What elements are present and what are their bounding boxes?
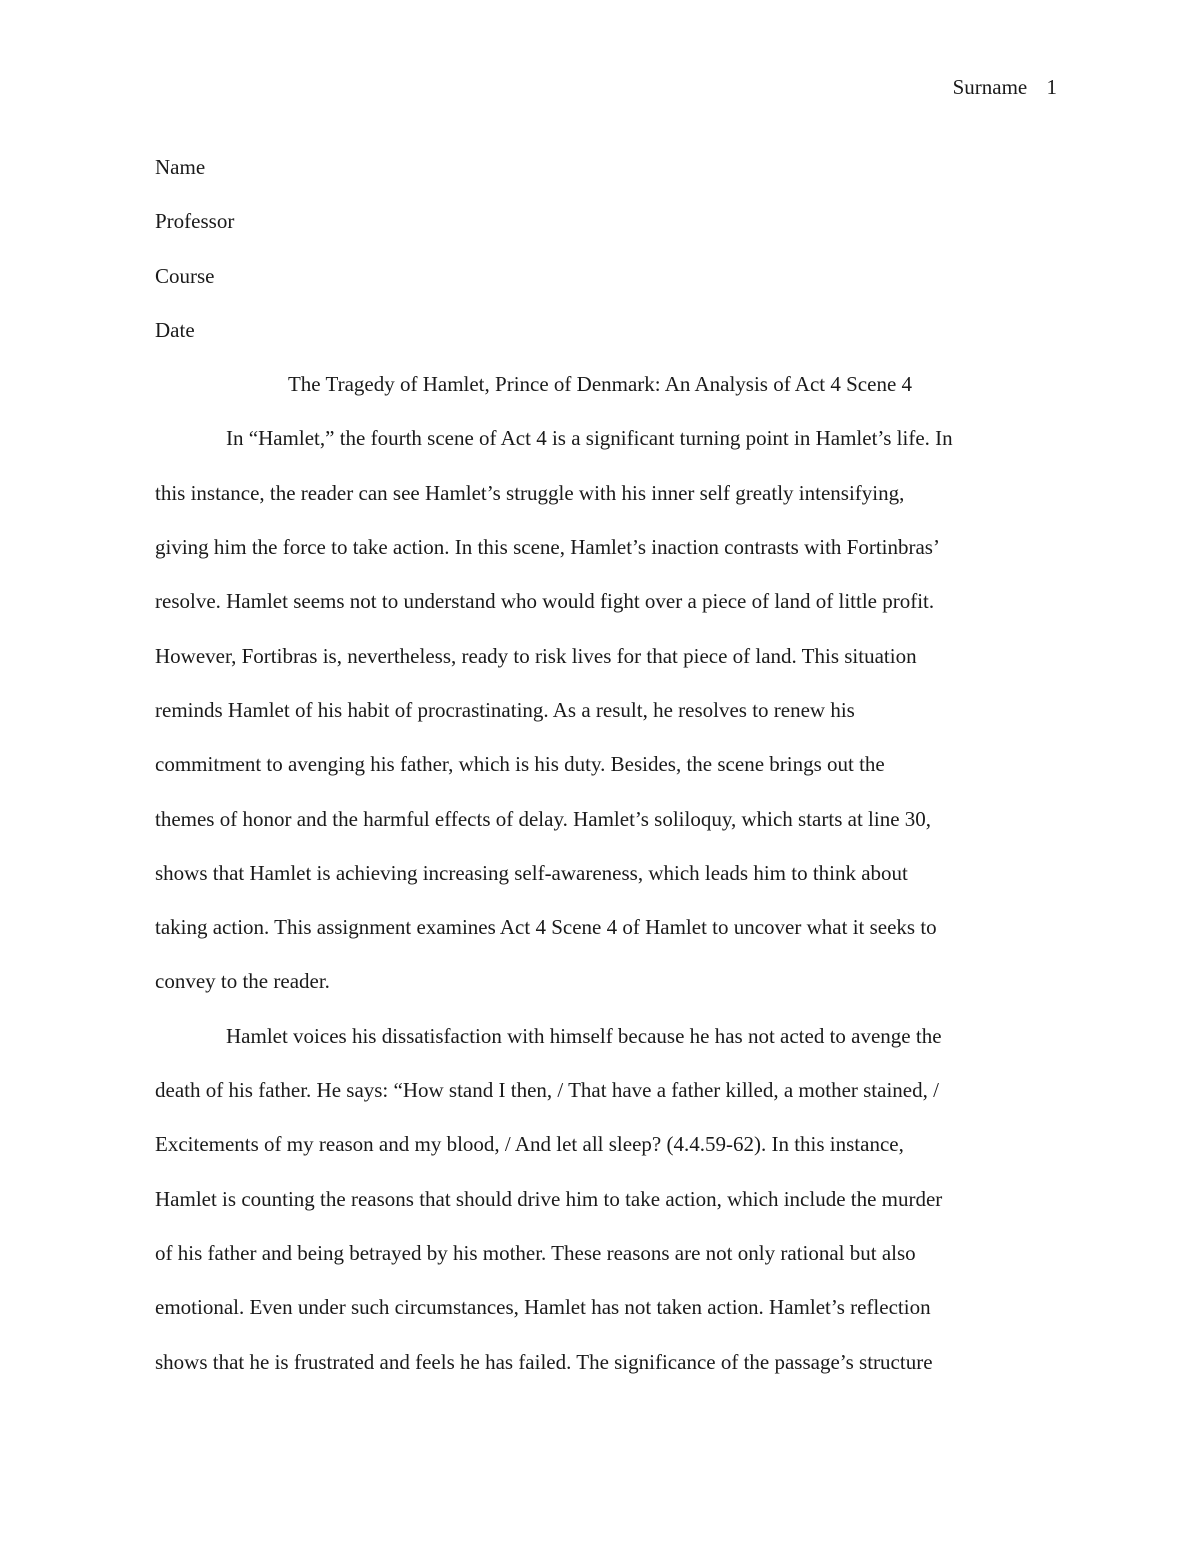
paragraph-2 <box>155 1009 1045 1389</box>
heading-date: Date <box>155 317 195 342</box>
paragraph-line: shows that Hamlet is achieving increasing self-awareness, which leads him to think about <box>155 860 908 885</box>
paragraph-line: Hamlet is counting the reasons that should drive him to take action, which include the murder <box>155 1186 943 1211</box>
header-surname: Surname <box>952 75 1028 99</box>
running-head <box>953 73 1057 101</box>
heading-name: Name <box>155 155 206 179</box>
document-body <box>155 140 1045 1389</box>
paragraph-line: Excitements of my reason and my blood, / And let all sleep? (4.4.59-62). In this instance, <box>155 1132 904 1157</box>
paragraph-line: convey to the reader. <box>155 969 330 994</box>
paragraph-line: emotional. Even under such circumstances, Hamlet has not taken action. Hamlet’s reflection <box>155 1295 931 1320</box>
essay-title: The Tragedy of Hamlet, Prince of Denmark: An Analysis of Act 4 Scene 4 <box>287 372 913 397</box>
paragraph-line: this instance, the reader can see Hamlet’s struggle with his inner self greatly intensifying, <box>155 480 905 505</box>
paragraph-line: In “Hamlet,” the fourth scene of Act 4 is a significant turning point in Hamlet’s life. In <box>226 426 953 451</box>
paragraph-line: Hamlet voices his dissatisfaction with himself because he has not acted to avenge the <box>226 1023 942 1048</box>
paragraph-line: themes of honor and the harmful effects of delay. Hamlet’s soliloquy, which starts at line 30, <box>155 806 932 831</box>
paragraph-line: death of his father. He says: “How stand I then, / That have a father killed, a mother stained, / <box>155 1078 939 1103</box>
heading-professor: Professor <box>155 209 235 234</box>
paragraph-line: giving him the force to take action. In this scene, Hamlet’s inaction contrasts with Fortinbras’ <box>155 535 940 560</box>
paragraph-line: of his father and being betrayed by his mother. These reasons are not only rational but also <box>155 1240 916 1265</box>
paragraph-line: commitment to avenging his father, which is his duty. Besides, the scene brings out the <box>155 752 885 777</box>
paragraph-line: reminds Hamlet of his habit of procrastinating. As a result, he resolves to renew his <box>155 697 855 722</box>
paragraph-line: However, Fortibras is, nevertheless, ready to risk lives for that piece of land. This situation <box>155 643 917 668</box>
paragraph-line: resolve. Hamlet seems not to understand who would fight over a piece of land of little profit. <box>155 589 935 614</box>
paragraph-line: shows that he is frustrated and feels he has failed. The significance of the passage’s structure <box>155 1349 933 1374</box>
heading-course: Course <box>155 263 215 288</box>
paragraph-1 <box>155 411 1045 1008</box>
paragraph-line: taking action. This assignment examines Act 4 Scene 4 of Hamlet to uncover what it seeks to <box>155 915 937 940</box>
page-number: 1 <box>1046 75 1057 99</box>
